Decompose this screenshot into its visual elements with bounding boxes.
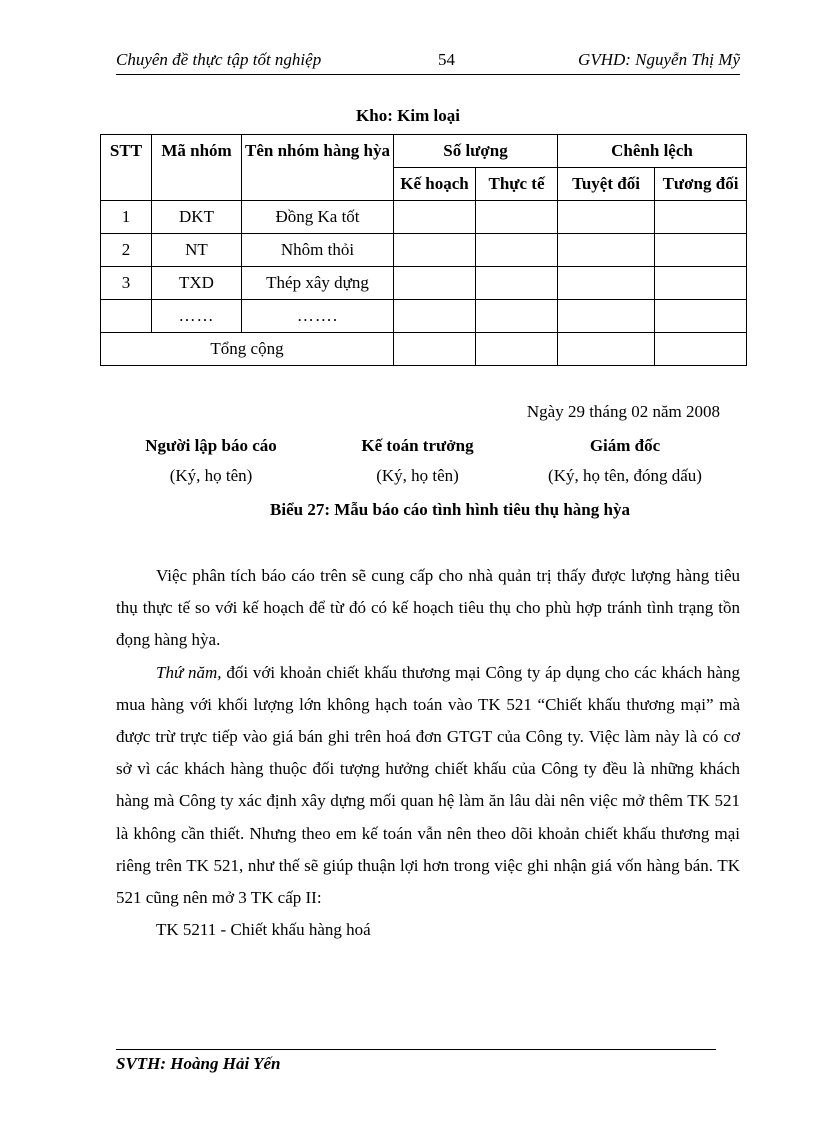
cell-empty (655, 234, 747, 267)
report-table (100, 134, 747, 366)
header-title: Chuyên đề thực tập tốt nghiệp (116, 50, 322, 69)
cell-ten: Nhôm thỏi (242, 234, 394, 267)
cell-stt: 2 (101, 234, 152, 267)
paragraph (116, 657, 740, 915)
cell-ma: NT (152, 234, 242, 267)
figure-caption: Biểu 27: Mẫu báo cáo tình hình tiêu thụ hàng hỳa (270, 500, 630, 519)
cell-stt (101, 300, 152, 333)
cell-ma: …… (152, 300, 242, 333)
cell-ten: Thép xây dựng (242, 267, 394, 300)
cell-empty (394, 333, 476, 366)
cell-empty (655, 333, 747, 366)
signature-role: Người lập báo cáo (145, 436, 277, 455)
signature-chief-accountant (345, 436, 490, 486)
cell-total-label: Tổng cộng (101, 333, 394, 366)
cell-empty (558, 201, 655, 234)
paragraph-lead: Thứ năm, (156, 662, 222, 682)
footer-divider (116, 1049, 716, 1050)
cell-ma: TXD (152, 267, 242, 300)
header-tuong-doi: Tương đối (655, 168, 747, 201)
cell-empty (394, 201, 476, 234)
cell-empty (394, 300, 476, 333)
paragraph: TK 5211 - Chiết khấu hàng hoá (156, 920, 371, 940)
header-thuc-te: Thực tế (476, 168, 558, 201)
page-header (116, 48, 740, 75)
table-row (101, 234, 747, 267)
cell-empty (476, 333, 558, 366)
table-row (101, 300, 747, 333)
cell-stt: 1 (101, 201, 152, 234)
table-row (101, 267, 747, 300)
cell-empty (655, 300, 747, 333)
cell-ten: Đồng Ka tốt (242, 201, 394, 234)
header-ten-nhom: Tên nhóm hàng hỳa (242, 135, 394, 201)
signature-note: (Ký, họ tên) (169, 466, 253, 485)
report-date: Ngày 29 tháng 02 năm 2008 (526, 402, 720, 421)
signature-preparer (136, 436, 286, 486)
cell-stt: 3 (101, 267, 152, 300)
paragraph-rest: đối với khoản chiết khấu thương mại Công ty áp dụng cho các khách hàng mua hàng với khối lượng lớn không hạch toán vào TK 521 “Chiết khấu thương mại” mà được trừ trực tiếp vào giá bán ghi trên hoá đơn GTGT của Công ty. Việc làm này là có cơ sở vì các khách hàng thuộc đối tượng hưởng chiết khấu của Công ty đều là những khách hàng mà Công ty xác định xây dựng mối quan hệ làm ăn lâu dài nên việc mở thêm TK 521 là không cần thiết. Nhưng theo em kế toán vẫn nên theo dõi khoản chiết khấu thương mại riêng trên TK 521, như thế sẽ giúp thuận lợi hơn trong việc ghi nhận giá vốn hàng bán. TK 521 cũng nên mở 3 TK cấp II: (116, 662, 740, 908)
cell-empty (476, 234, 558, 267)
header-chenh-lech: Chênh lệch (558, 135, 747, 168)
cell-empty (476, 300, 558, 333)
header-ma-nhom: Mã nhóm (152, 135, 242, 201)
page-number: 54 (438, 50, 455, 69)
header-so-luong: Số lượng (394, 135, 558, 168)
header-stt: STT (101, 135, 152, 201)
cell-empty (655, 201, 747, 234)
cell-empty (394, 267, 476, 300)
cell-ten: ……. (242, 300, 394, 333)
table-total-row (101, 333, 747, 366)
signature-note: (Ký, họ tên) (376, 466, 459, 485)
signature-note: (Ký, họ tên, đóng dấu) (548, 466, 702, 485)
cell-empty (394, 234, 476, 267)
cell-empty (655, 267, 747, 300)
cell-ma: DKT (152, 201, 242, 234)
cell-empty (476, 267, 558, 300)
cell-empty (558, 300, 655, 333)
signature-director (530, 436, 720, 486)
page-footer: SVTH: Hoàng Hải Yến (116, 1054, 281, 1073)
signature-role: Giám đốc (589, 436, 661, 455)
table-header-row (101, 135, 747, 168)
cell-empty (558, 267, 655, 300)
body-text (116, 560, 740, 946)
table-row (101, 201, 747, 234)
paragraph: Việc phân tích báo cáo trên sẽ cung cấp cho nhà quản trị thấy được lượng hàng tiêu thụ thực tế so với kế hoạch để từ đó có kế hoạch tiêu thụ cho phù hợp tránh tình trạng tồn đọng hàng hỳa. (116, 566, 740, 650)
header-ke-hoach: Kế hoạch (394, 168, 476, 201)
cell-empty (476, 201, 558, 234)
signature-role: Kế toán trưởng (361, 436, 474, 455)
cell-empty (558, 333, 655, 366)
warehouse-title: Kho: Kim loại (356, 106, 460, 125)
header-tuyet-doi: Tuyệt đối (558, 168, 655, 201)
header-supervisor: GVHD: Nguyễn Thị Mỹ (578, 50, 740, 69)
cell-empty (558, 234, 655, 267)
